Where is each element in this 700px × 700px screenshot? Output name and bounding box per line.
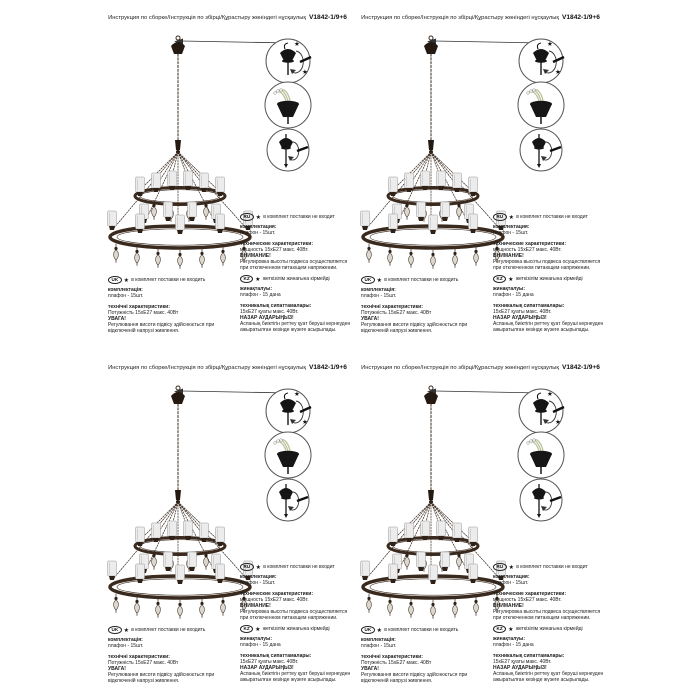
star-icon: ★: [508, 275, 514, 283]
model-number: V1842-1/9+6: [308, 364, 347, 371]
warning-text: Аспаның биіктігін реттеу қуат беруші кернеуден ажыратылған кезінде жүзеге асырылады.: [493, 670, 604, 683]
kit-label: комплектація:: [361, 636, 396, 643]
warning-text: Регулировка высоты подвеса осуществляется при отключенном питающем напряжении.: [240, 258, 348, 271]
kit-item: плафон - 15 дана: [240, 641, 281, 648]
specs-value: мощность 15хЕ27 макс. 40Вт.: [240, 596, 309, 603]
specs-label: технические характеристики:: [240, 590, 313, 597]
star-icon: ★: [294, 391, 300, 398]
specs-value: Потужність 15хЕ27 макс. 40Вт: [108, 659, 179, 666]
section-ru-header: [240, 213, 352, 221]
warning-label: ВНИМАНИЕ!: [240, 602, 271, 609]
upper-tier-ring: [135, 188, 225, 205]
quadrant: [357, 0, 604, 350]
upper-tier-ring: [388, 188, 478, 205]
model-number: V1842-1/9+6: [308, 14, 347, 21]
star-icon: ★: [294, 41, 300, 48]
star-icon: ★: [508, 563, 515, 571]
section-ru: [240, 563, 352, 621]
lang-badge-uk: UK: [361, 276, 375, 284]
kit-label: жинақталуы:: [493, 285, 525, 292]
not-included-note: жеткізілім жинағына кірмейді: [262, 626, 330, 632]
specs-label: техникалық сипаттамалары:: [493, 652, 565, 659]
specs-value: 15хЕ27 қуаты макс. 40Вт.: [493, 658, 552, 665]
not-included-note: жеткізілім жинағына кірмейді: [262, 276, 330, 282]
warning-label: ВНИМАНИЕ!: [493, 252, 524, 259]
kit-label: комплектация:: [240, 573, 277, 580]
section-uk: [361, 626, 489, 684]
kit-label: комплектація:: [108, 286, 143, 293]
kit-item: плафон - 15шт.: [493, 229, 529, 236]
kit-item: плафон - 15 дана: [240, 291, 281, 298]
leader-arrow: [427, 389, 544, 395]
lang-badge-kz: KZ: [240, 625, 253, 633]
section-kz: [240, 275, 352, 333]
specs-value: 15хЕ27 қуаты макс. 40Вт.: [240, 658, 299, 665]
warning-label: УВАГА!: [361, 315, 379, 322]
section-uk-header: [108, 276, 236, 284]
warning-text: Аспаның биіктігін реттеу қуат беруші кернеуден ажыратылған кезінде жүзеге асырылады.: [240, 670, 351, 683]
specs-value: Потужність 15хЕ27 макс. 40Вт: [361, 659, 432, 666]
lang-badge-uk: UK: [108, 626, 122, 634]
star-icon: ★: [555, 419, 561, 426]
kit-item: плафон - 15 дана: [493, 641, 534, 648]
section-uk: [108, 626, 236, 684]
kit-item: плафон - 15шт.: [240, 579, 276, 586]
not-included-note: в комплект поставки не входит: [516, 214, 588, 220]
chandelier: [108, 386, 253, 619]
warning-text: Регулювання висоти підвісу здійснюється при відключеній напрузі живлення.: [361, 671, 468, 684]
section-uk-header: [361, 626, 489, 634]
leader-arrow: [427, 39, 544, 45]
warning-text: Регулировка высоты подвеса осуществляется при отключенном питающем напряжении.: [240, 608, 348, 621]
kit-label: комплектація:: [361, 286, 396, 293]
lang-badge-ru: RU: [493, 563, 507, 571]
warning-text: Регулювання висоти підвісу здійснюється при відключеній напрузі живлення.: [361, 321, 468, 334]
specs-label: технические характеристики:: [493, 240, 566, 247]
warning-label: УВАГА!: [108, 665, 126, 672]
upper-tier-ring: [388, 538, 478, 555]
quadrant: [104, 350, 351, 700]
title-text: Инструкция по сборке/Інструкція по збірці/Құрастыру жөніндегі нұсқаулық: [361, 365, 559, 371]
section-uk: [361, 276, 489, 334]
title-text: Инструкция по сборке/Інструкція по збірці/Құрастыру жөніндегі нұсқаулық: [108, 15, 306, 21]
chandelier: [108, 36, 253, 269]
warning-text: Аспаның биіктігін реттеу қуат беруші кернеуден ажыратылған кезінде жүзеге асырылады.: [493, 320, 604, 333]
not-included-note: в комплект поставки не входить: [384, 627, 459, 633]
model-number: V1842-1/9+6: [561, 14, 600, 21]
kit-item: плафон - 15шт.: [493, 579, 529, 586]
star-icon: ★: [508, 213, 515, 221]
lang-badge-ru: RU: [240, 213, 254, 221]
kit-label: жинақталуы:: [240, 635, 272, 642]
leader-arrow: [174, 39, 291, 45]
title-text: Инструкция по сборке/Інструкція по збірці/Құрастыру жөніндегі нұсқаулық: [361, 15, 559, 21]
kit-item: плафон - 15шт.: [108, 292, 144, 299]
not-included-note: жеткізілім жинағына кірмейді: [515, 626, 583, 632]
chandelier: [361, 386, 506, 619]
title-text: Инструкция по сборке/Інструкція по збірці/Құрастыру жөніндегі нұсқаулық: [108, 365, 306, 371]
star-icon: ★: [302, 419, 308, 426]
lang-badge-ru: RU: [240, 563, 254, 571]
star-icon: ★: [376, 626, 383, 634]
quadrant: [357, 350, 604, 700]
lang-badge-uk: UK: [108, 276, 122, 284]
warning-label: УВАГА!: [361, 665, 379, 672]
star-icon: ★: [123, 626, 130, 634]
kit-item: плафон - 15шт.: [361, 292, 397, 299]
kit-label: комплектація:: [108, 636, 143, 643]
warning-text: Регулировка высоты подвеса осуществляется при отключенном питающем напряжении.: [493, 258, 601, 271]
section-ru: [493, 563, 605, 621]
warning-label: НАЗАР АУДАРЫҢЫЗ!: [240, 314, 294, 321]
not-included-note: в комплект поставки не входит: [263, 214, 335, 220]
specs-label: технічні характеристики:: [361, 303, 423, 310]
lang-badge-kz: KZ: [240, 275, 253, 283]
star-icon: ★: [547, 391, 553, 398]
star-icon: ★: [255, 275, 261, 283]
section-kz: [240, 625, 352, 683]
section-kz: [493, 275, 605, 333]
warning-label: ВНИМАНИЕ!: [493, 602, 524, 609]
warning-text: Регулировка высоты подвеса осуществляется при отключенном питающем напряжении.: [493, 608, 601, 621]
star-icon: ★: [255, 625, 261, 633]
section-ru: [493, 213, 605, 271]
not-included-note: в комплект поставки не входить: [384, 277, 459, 283]
specs-label: технічні характеристики:: [108, 303, 170, 310]
kit-item: плафон - 15шт.: [108, 642, 144, 649]
section-kz-header: [493, 625, 605, 633]
warning-label: УВАГА!: [108, 315, 126, 322]
star-icon: ★: [376, 276, 383, 284]
not-included-note: в комплект поставки не входит: [516, 564, 588, 570]
specs-value: мощность 15хЕ27 макс. 40Вт.: [493, 246, 562, 253]
warning-text: Аспаның биіктігін реттеу қуат беруші кернеуден ажыратылған кезінде жүзеге асырылады.: [240, 320, 351, 333]
star-icon: ★: [547, 41, 553, 48]
star-icon: ★: [255, 213, 262, 221]
specs-value: 15хЕ27 қуаты макс. 40Вт.: [493, 308, 552, 315]
upper-tier-ring: [135, 538, 225, 555]
star-icon: ★: [302, 69, 308, 76]
lang-badge-uk: UK: [361, 626, 375, 634]
star-icon: ★: [255, 563, 262, 571]
not-included-note: в комплект поставки не входит: [263, 564, 335, 570]
kit-label: комплектация:: [240, 223, 277, 230]
leader-arrow: [174, 389, 291, 395]
warning-label: ВНИМАНИЕ!: [240, 252, 271, 259]
specs-label: технічні характеристики:: [361, 653, 423, 660]
specs-value: мощность 15хЕ27 макс. 40Вт.: [240, 246, 309, 253]
section-kz-header: [240, 625, 352, 633]
lang-badge-kz: KZ: [493, 275, 506, 283]
kit-item: плафон - 15 дана: [493, 291, 534, 298]
not-included-note: в комплект поставки не входить: [131, 277, 206, 283]
kit-label: комплектация:: [493, 573, 530, 580]
kit-label: жинақталуы:: [493, 635, 525, 642]
kit-item: плафон - 15шт.: [240, 229, 276, 236]
star-icon: ★: [123, 276, 130, 284]
warning-label: НАЗАР АУДАРЫҢЫЗ!: [493, 314, 547, 321]
section-ru-header: [240, 563, 352, 571]
specs-value: мощность 15хЕ27 макс. 40Вт.: [493, 596, 562, 603]
specs-label: технические характеристики:: [240, 240, 313, 247]
section-kz-header: [240, 275, 352, 283]
model-number: V1842-1/9+6: [561, 364, 600, 371]
warning-label: НАЗАР АУДАРЫҢЫЗ!: [493, 664, 547, 671]
specs-value: 15хЕ27 қуаты макс. 40Вт.: [240, 308, 299, 315]
star-icon: ★: [555, 69, 561, 76]
section-uk-header: [108, 626, 236, 634]
section-uk: [108, 276, 236, 334]
section-ru: [240, 213, 352, 271]
lang-badge-kz: KZ: [493, 625, 506, 633]
chandelier: [361, 36, 506, 269]
kit-label: жинақталуы:: [240, 285, 272, 292]
section-uk-header: [361, 276, 489, 284]
kit-label: комплектация:: [493, 223, 530, 230]
section-ru-header: [493, 213, 605, 221]
lang-badge-ru: RU: [493, 213, 507, 221]
section-kz-header: [493, 275, 605, 283]
not-included-note: жеткізілім жинағына кірмейді: [515, 276, 583, 282]
warning-text: Регулювання висоти підвісу здійснюється при відключеній напрузі живлення.: [108, 671, 215, 684]
quadrant: [104, 0, 351, 350]
specs-label: техникалық сипаттамалары:: [240, 652, 312, 659]
section-ru-header: [493, 563, 605, 571]
specs-label: технические характеристики:: [493, 590, 566, 597]
not-included-note: в комплект поставки не входить: [131, 627, 206, 633]
specs-value: Потужність 15хЕ27 макс. 40Вт: [361, 309, 432, 316]
specs-value: Потужність 15хЕ27 макс. 40Вт: [108, 309, 179, 316]
specs-label: технічні характеристики:: [108, 653, 170, 660]
warning-text: Регулювання висоти підвісу здійснюється при відключеній напрузі живлення.: [108, 321, 215, 334]
kit-item: плафон - 15шт.: [361, 642, 397, 649]
warning-label: НАЗАР АУДАРЫҢЫЗ!: [240, 664, 294, 671]
specs-label: техникалық сипаттамалары:: [493, 302, 565, 309]
specs-label: техникалық сипаттамалары:: [240, 302, 312, 309]
section-kz: [493, 625, 605, 683]
star-icon: ★: [508, 625, 514, 633]
